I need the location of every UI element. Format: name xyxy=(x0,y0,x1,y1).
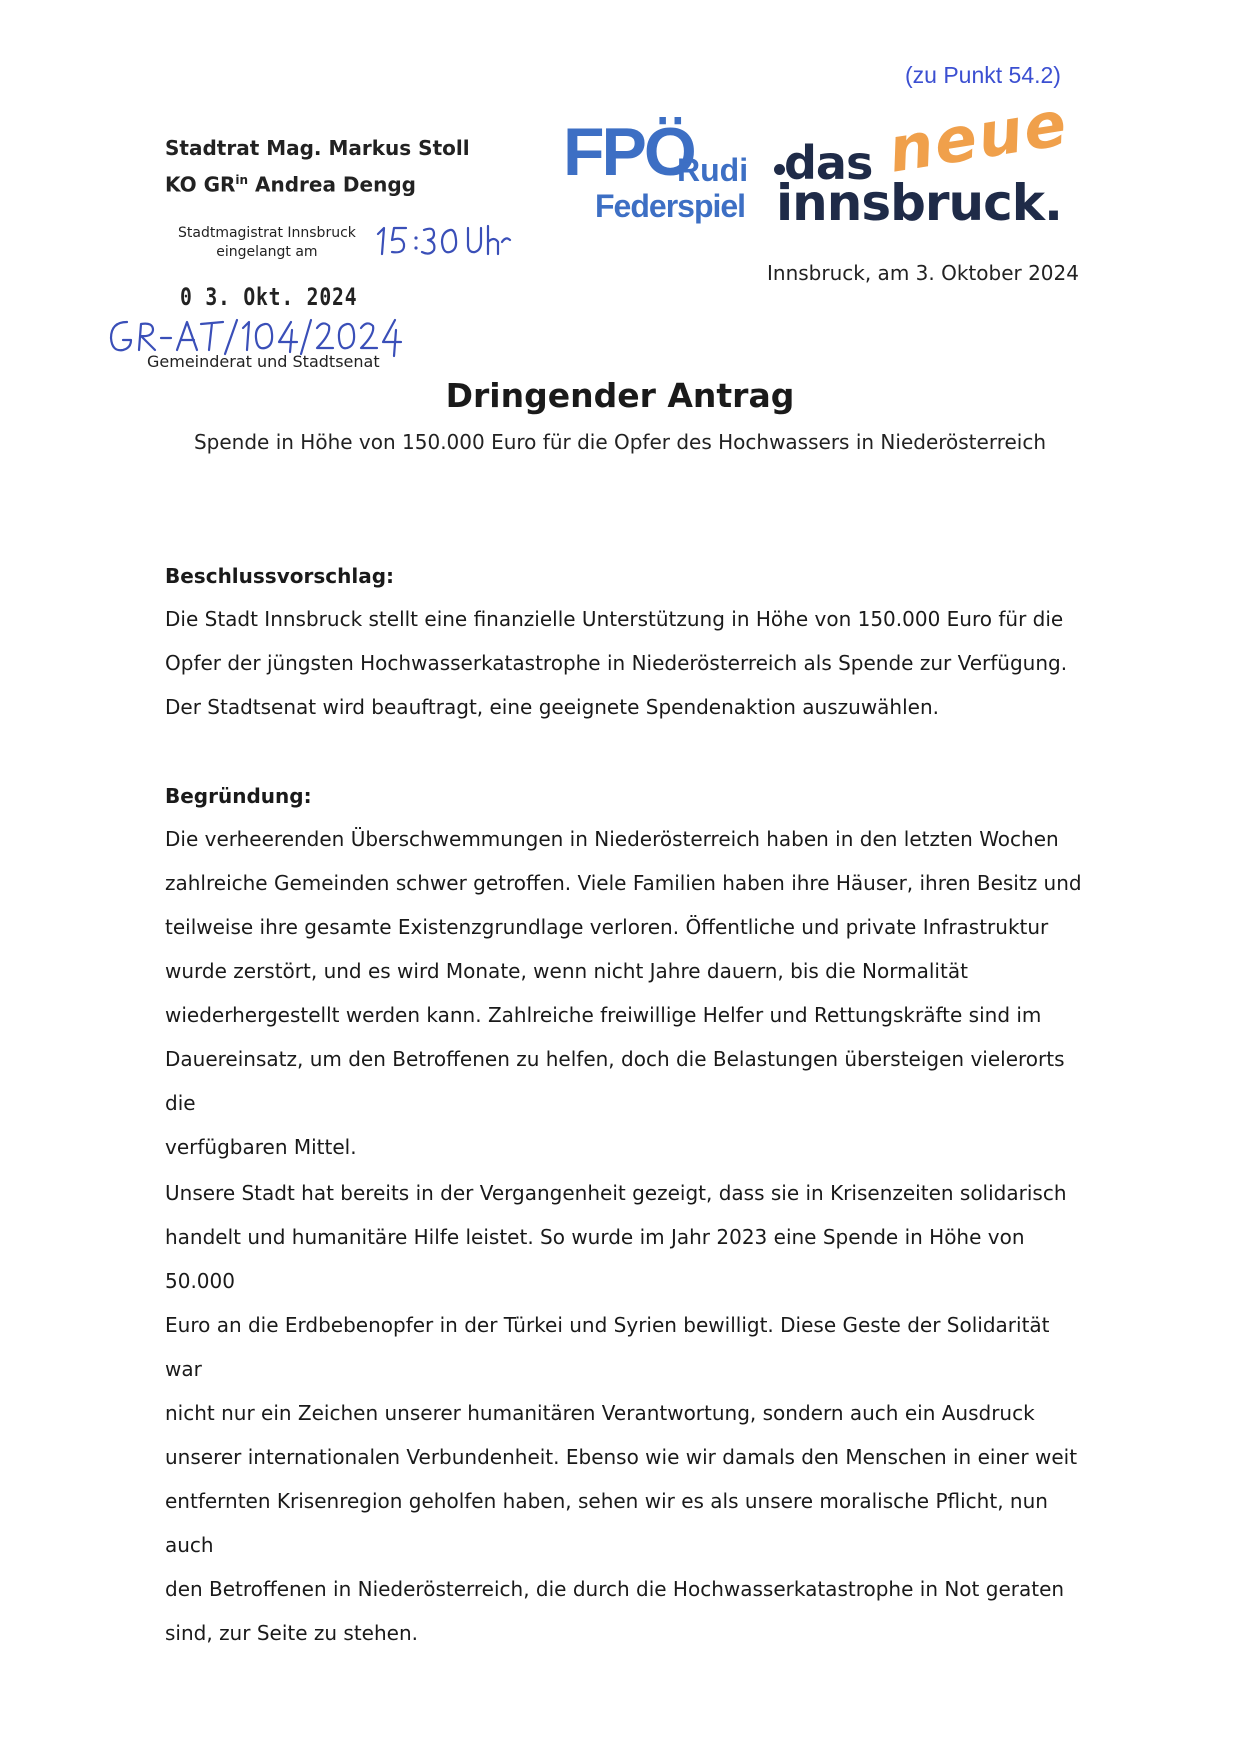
text-line: nicht nur ein Zeichen unserer humanitären Verantwortung, sondern auch ein Ausdruck xyxy=(165,1401,1035,1425)
handwritten-time xyxy=(372,220,512,260)
receipt-stamp-footer: Gemeinderat und Stadtsenat xyxy=(147,352,380,371)
begruendung-paragraph-2 xyxy=(165,1171,1085,1655)
document-title: Dringender Antrag xyxy=(445,376,795,415)
text-line: sind, zur Seite zu stehen. xyxy=(165,1621,418,1645)
fpo-logo-rudi: Rudi xyxy=(677,152,749,188)
author-title-suffix: in xyxy=(235,173,249,187)
text-line: Der Stadtsenat wird beauftragt, eine geeignete Spendenaktion auszuwählen. xyxy=(165,695,940,719)
agenda-reference: (zu Punkt 54.2) xyxy=(905,62,1061,88)
logo-das: das xyxy=(784,136,873,190)
text-line: Unsere Stadt hat bereits in der Vergangenheit gezeigt, dass sie in Krisenzeiten solidarisch xyxy=(165,1181,1067,1205)
text-line: handelt und humanitäre Hilfe leistet. So wurde im Jahr 2023 eine Spende in Höhe von 50.000 xyxy=(165,1225,1025,1293)
document-subtitle: Spende in Höhe von 150.000 Euro für die Opfer des Hochwassers in Niederösterreich xyxy=(193,430,1047,454)
neue-innsbruck-logo xyxy=(770,86,1073,232)
text-line: wiederhergestellt werden kann. Zahlreiche freiwillige Helfer und Rettungskräfte sind im xyxy=(165,1003,1042,1027)
fpo-logo-main: FPÖ xyxy=(563,114,694,190)
author-line-1: Stadtrat Mag. Markus Stoll xyxy=(165,136,470,160)
author-title-prefix: KO GR xyxy=(165,172,236,197)
text-line: Die verheerenden Überschwemmungen in Niederösterreich haben in den letzten Wochen xyxy=(165,827,1059,851)
text-line: verfügbaren Mittel. xyxy=(165,1135,357,1159)
fpo-logo xyxy=(563,114,749,230)
text-line: Opfer der jüngsten Hochwasserkatastrophe in Niederösterreich als Spende zur Verfügung. xyxy=(165,651,1068,675)
beschluss-paragraph xyxy=(165,597,1085,729)
author-name: Andrea Dengg xyxy=(248,172,416,197)
receipt-stamp-header xyxy=(178,224,356,262)
beschluss-heading: Beschlussvorschlag: xyxy=(165,564,395,588)
text-line: Euro an die Erdbebenopfer in der Türkei und Syrien bewilligt. Diese Geste der Solidarität war xyxy=(165,1313,1050,1381)
begruendung-paragraph-1 xyxy=(165,817,1085,1169)
text-line: Die Stadt Innsbruck stellt eine finanzielle Unterstützung in Höhe von 150.000 Euro für die xyxy=(165,607,1064,631)
text-line: teilweise ihre gesamte Existenzgrundlage verloren. Öffentliche und private Infrastruktur xyxy=(165,915,1049,939)
logo-neue: neue xyxy=(883,86,1073,187)
document-date: Innsbruck, am 3. Oktober 2024 xyxy=(767,261,1079,285)
text-line: den Betroffenen in Niederösterreich, die durch die Hochwasserkatastrophe in Not geraten xyxy=(165,1577,1065,1601)
stamp-line-1: Stadtmagistrat Innsbruck xyxy=(178,225,356,241)
author-line-2 xyxy=(165,164,470,201)
text-line: wurde zerstört, und es wird Monate, wenn nicht Jahre dauern, bis die Normalität xyxy=(165,959,968,983)
stamp-line-2: eingelangt am xyxy=(216,244,318,260)
text-line: entfernten Krisenregion geholfen haben, sehen wir es als unsere moralische Pflicht, nun auch xyxy=(165,1489,1048,1557)
fpo-logo-federspiel: Federspiel xyxy=(595,188,746,224)
receipt-stamp-date: 0 3. Okt. 2024 xyxy=(180,283,358,311)
begruendung-heading: Begründung: xyxy=(165,784,312,808)
text-line: zahlreiche Gemeinden schwer getroffen. Viele Familien haben ihre Häuser, ihren Besitz und xyxy=(165,871,1082,895)
logo-innsbruck: innsbruck. xyxy=(776,174,1063,232)
text-line: Dauereinsatz, um den Betroffenen zu helfen, doch die Belastungen übersteigen vielerorts die xyxy=(165,1047,1065,1115)
text-line: unserer internationalen Verbundenheit. Ebenso wie wir damals den Menschen in einer weit xyxy=(165,1445,1078,1469)
author-block xyxy=(165,132,470,201)
